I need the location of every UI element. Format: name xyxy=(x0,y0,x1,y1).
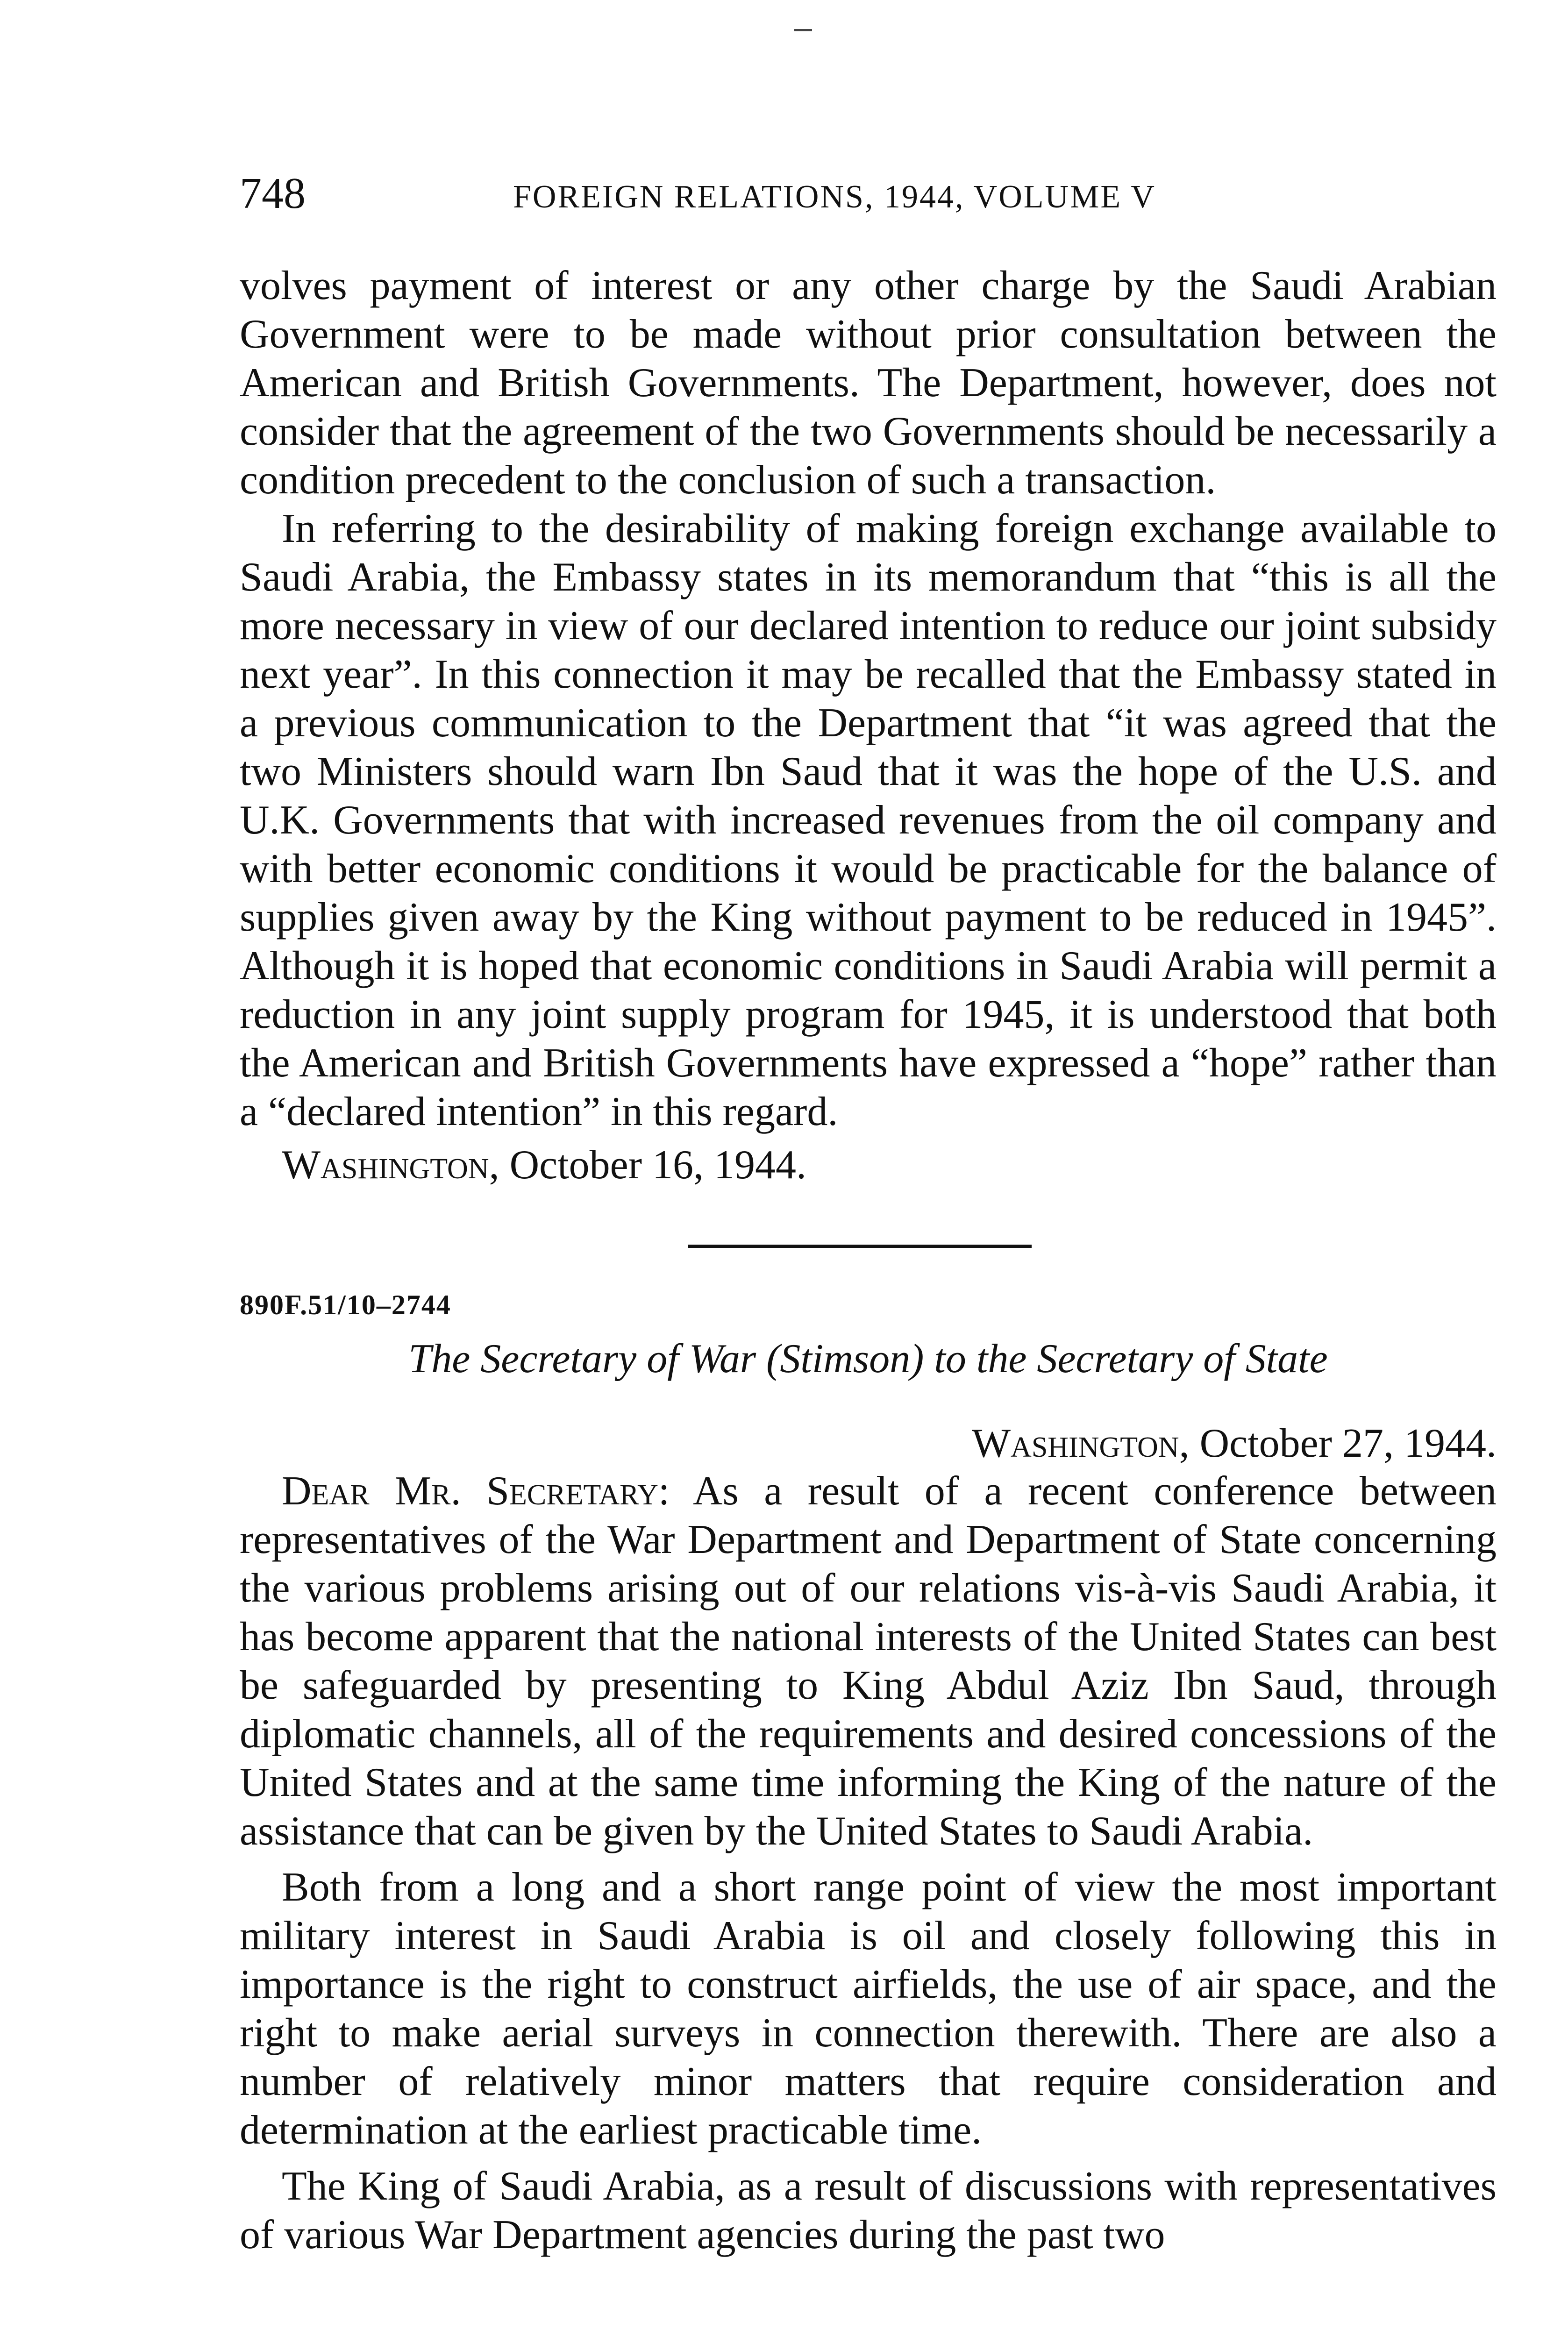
continued-paragraph-1: volves payment of interest or any other charge by the Saudi Arabian Government were to be made without prior consultation between the American and British Governments. The Department, however, does not consider that the agreement of the two Governments should be necessarily a condition precedent to the conclusion of such a transaction. xyxy=(240,263,1497,503)
continued-paragraph-2: In referring to the desirability of making foreign exchange available to Saudi Arabia, the Embassy states in its memorandum that “this is all the more necessary in view of our declared intention to reduce our joint subsidy next year”. In this connection it may be recalled that the Embassy stated in a previous communication to the Department that “it was agreed that the two Ministers should warn Ibn Saud that it was the hope of the U.S. and U.K. Governments that with increased revenues from the oil company and with better economic conditions it would be practicable for the balance of supplies given away by the King without payment to be reduced in 1945”. Although it is hoped that economic conditions in Saudi Arabia will permit a reduction in any joint supply program for 1945, it is understood that both the American and British Governments have expressed a “hope” rather than a “declared intention” in this regard. xyxy=(240,506,1497,1134)
letter-paragraph-1 xyxy=(240,1467,1497,1856)
top-margin-mark xyxy=(794,29,812,31)
dateline-date: , October 16, 1944. xyxy=(489,1142,807,1188)
file-reference: 890F.51/10–2744 xyxy=(240,1289,451,1320)
page-header xyxy=(240,168,1497,224)
running-title: FOREIGN RELATIONS, 1944, VOLUME V xyxy=(513,179,1156,215)
document-date-place: Washington xyxy=(971,1421,1179,1466)
letter-paragraph-3: The King of Saudi Arabia, as a result of discussions with representatives of various War Department agencies during the past two xyxy=(240,2164,1497,2258)
page-number: 748 xyxy=(240,169,306,218)
document-date-rest: , October 27, 1944. xyxy=(1179,1421,1497,1466)
salutation-colon: : xyxy=(658,1468,670,1514)
page-body xyxy=(240,262,1497,2259)
letter-paragraph-1-text: As a result of a recent conference between representatives of the War Department and Department of State concerning the various problems arising out of our relations vis-à-vis Saudi Arabia, it has become apparent that the national interests of the United States can best be safeguarded by presenting to King Abdul Aziz Ibn Saud, through diplomatic channels, all of the requirements and desired concessions of the United States and at the same time informing the King of the nature of the assistance that can be given by the United States to Saudi Arabia. xyxy=(240,1468,1497,1854)
document-title: The Secretary of War (Stimson) to the Secretary of State xyxy=(408,1336,1328,1382)
salutation: Dear Mr. Secretary xyxy=(282,1468,658,1514)
section-divider xyxy=(688,1245,1032,1248)
dateline-place: Washington xyxy=(282,1142,489,1188)
continued-dateline xyxy=(240,1141,1497,1189)
letter-paragraph-2: Both from a long and a short range point of view the most important military interest in Saudi Arabia is oil and closely following this in importance is the right to construct airfields, the use of air space, and the right to make aerial surveys in connection therewith. There are also a number of relatively minor matters that require consideration and determination at the earliest practicable time. xyxy=(240,1865,1497,2153)
document-date xyxy=(240,1420,1497,1467)
